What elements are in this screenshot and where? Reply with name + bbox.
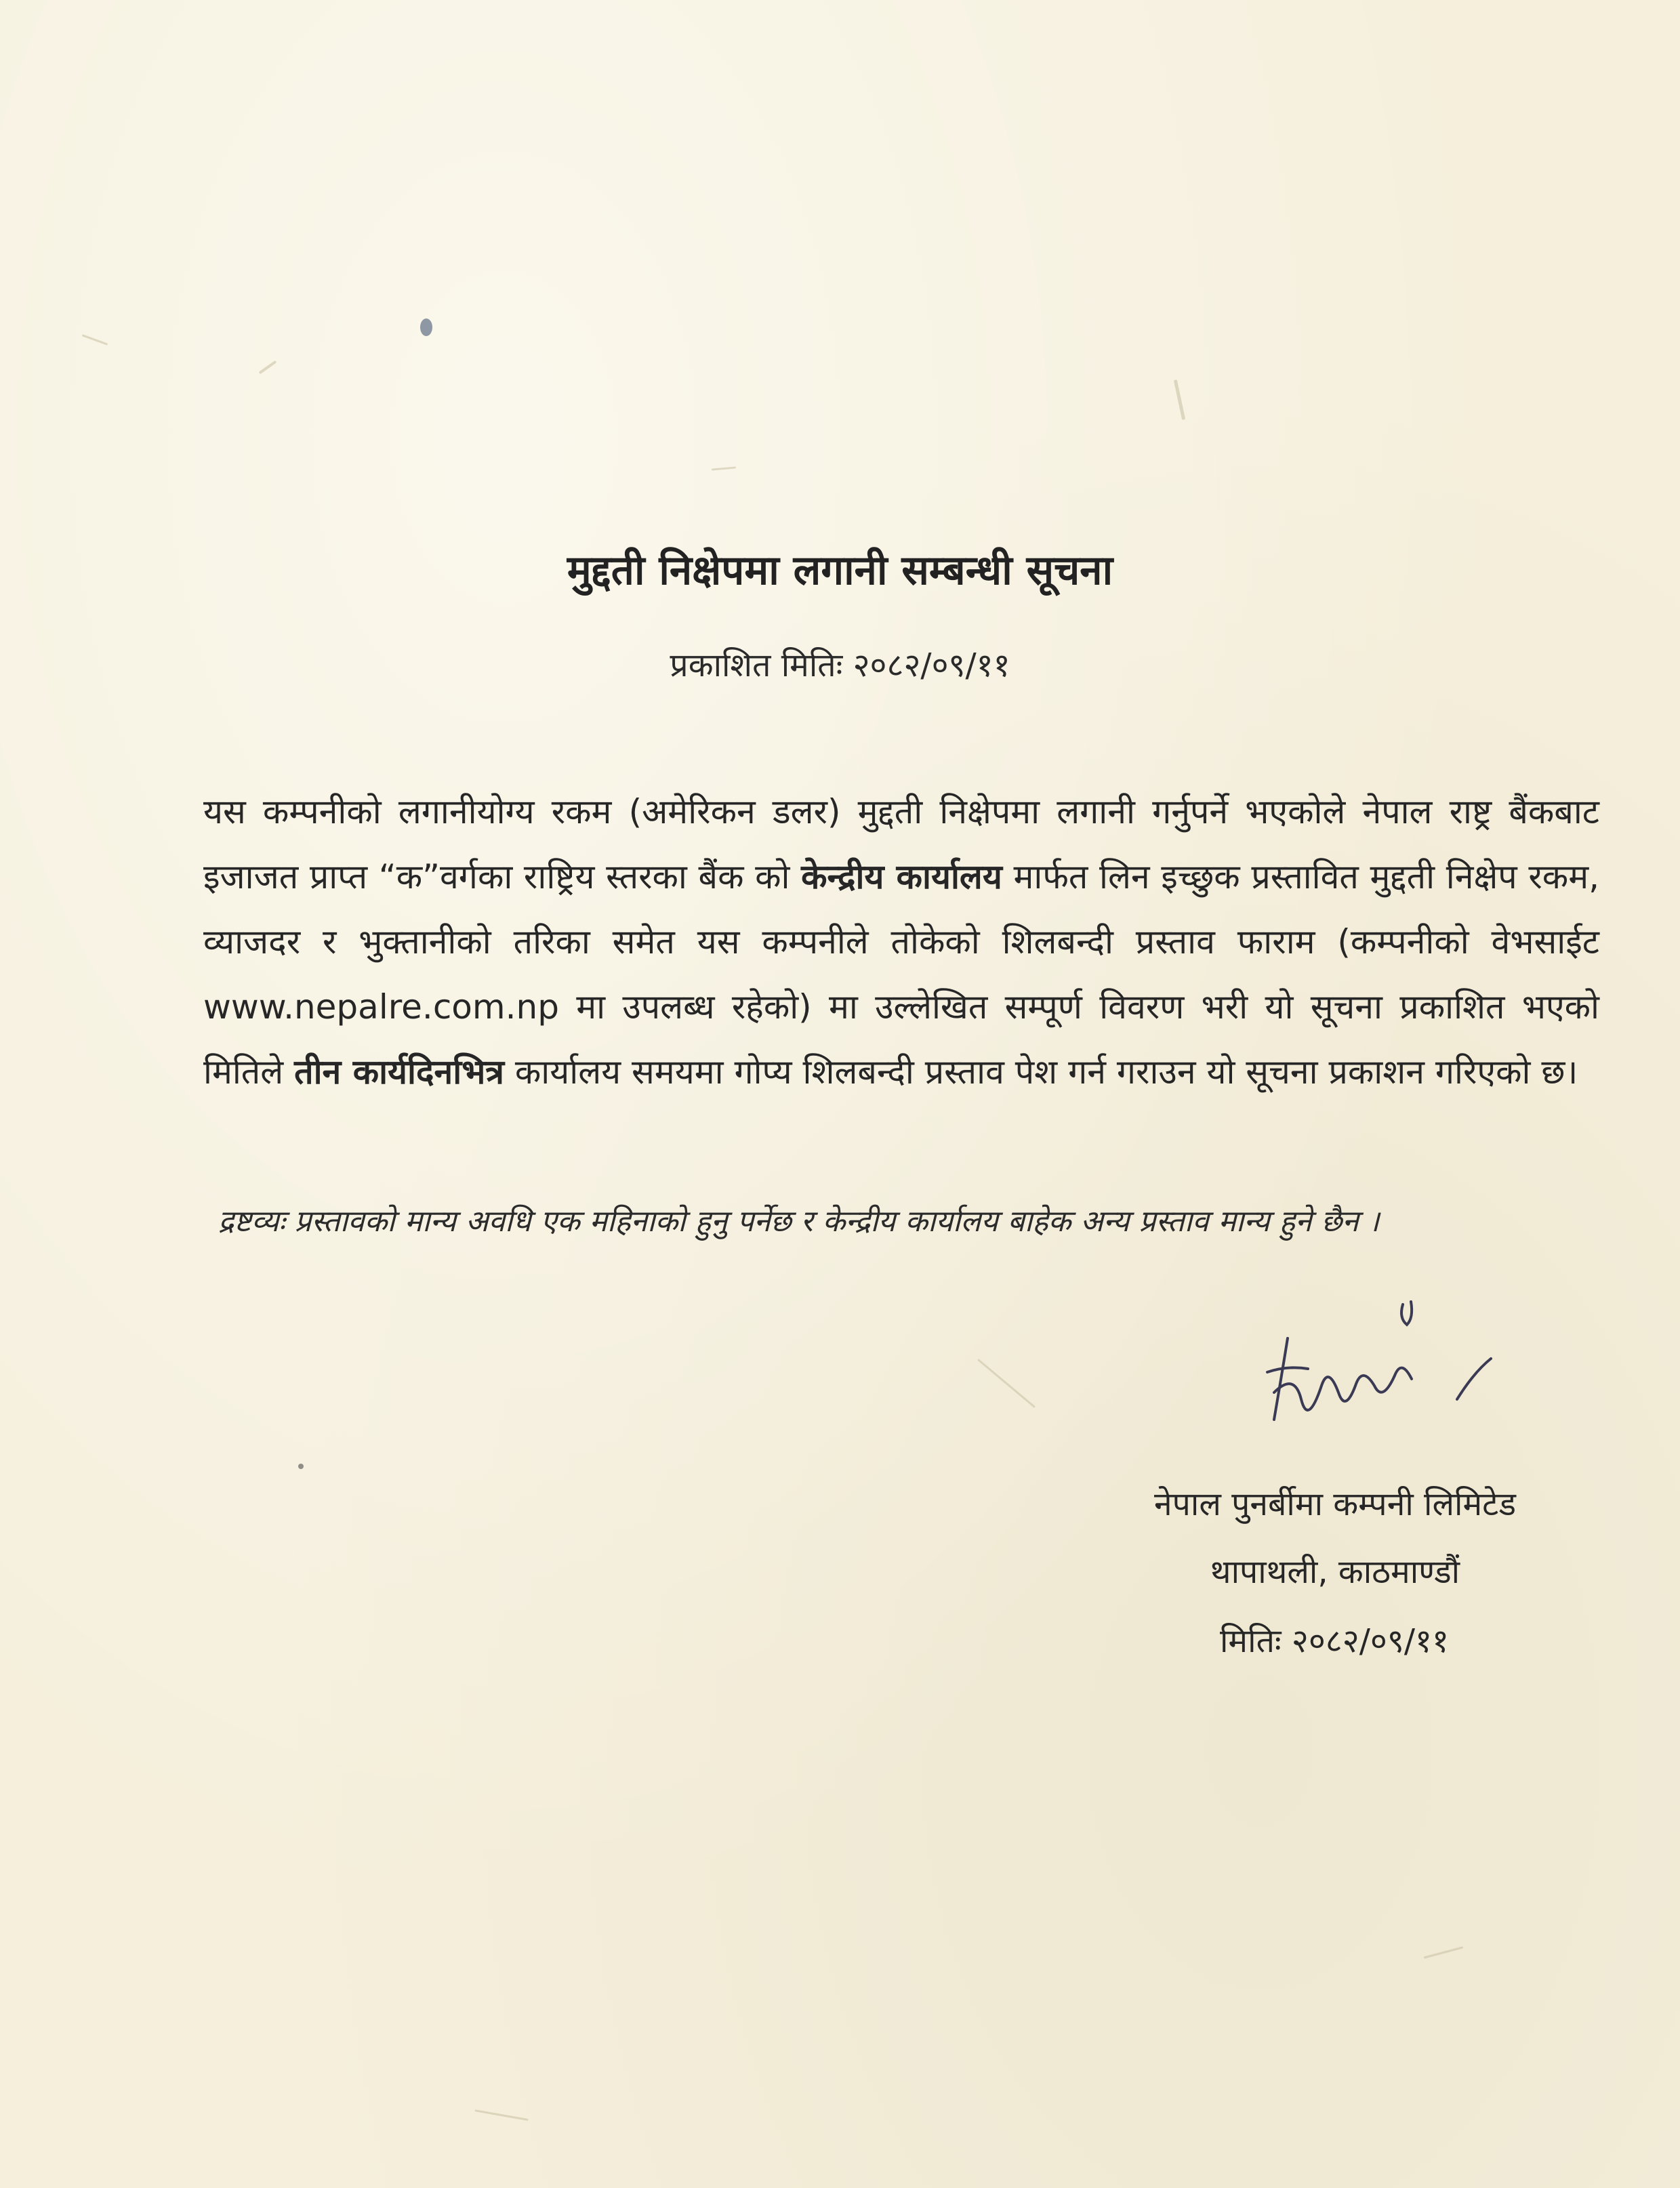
paper-fiber bbox=[977, 1359, 1036, 1408]
signature-image bbox=[1261, 1298, 1504, 1447]
paper-fiber bbox=[1424, 1946, 1464, 1958]
paper-speck bbox=[420, 318, 432, 336]
company-address: थापाथली, काठमाण्डौं bbox=[1210, 1553, 1460, 1591]
paper-fiber bbox=[82, 334, 108, 345]
paper-fiber bbox=[1174, 379, 1185, 420]
body-text-part: यस कम्पनीको लगानीयोग्य रकम (अमेरिकन डलर) मुद्दती निक्षेपमा लगानी गर्नुपर्ने भएकोले नेपाल राष्ट्र बैंकबाट इजाजत प्राप्त “क”वर्गका राष्ट्रिय स्तरका बैंक को bbox=[203, 792, 1599, 896]
signatory-block bbox=[1057, 1470, 1613, 1606]
company-name: नेपाल पुनर्बीमा कम्पनी लिमिटेड bbox=[1153, 1485, 1517, 1523]
notice-note: द्रष्टव्यः प्रस्तावको मान्य अवधि एक महिनाको हुनु पर्नेछ र केन्द्रीय कार्यालय बाहेक अन्य प्रस्ताव मान्य हुने छैन । bbox=[218, 1204, 1380, 1239]
paper-fiber bbox=[474, 2109, 528, 2121]
published-date: प्रकाशित मितिः २०८२/०९/११ bbox=[670, 646, 1010, 684]
signature-date: मितिः २०८२/०९/११ bbox=[1220, 1622, 1449, 1660]
paper-fiber bbox=[259, 360, 277, 374]
notice-title: मुद्दती निक्षेपमा लगानी सम्बन्धी सूचना bbox=[567, 547, 1113, 594]
paper-fiber bbox=[712, 466, 736, 470]
body-text-part: कार्यालय समयमा गोप्य शिलबन्दी प्रस्ताव पेश गर्न गराउन यो सूचना प्रकाशन गरिएको छ। bbox=[504, 1052, 1578, 1092]
notice-body bbox=[203, 779, 1599, 1105]
paper-fiber bbox=[298, 1464, 304, 1469]
body-text-part: मार्फत लिन इच्छुक प्रस्तावित मुद्दती निक्षेप रकम, व्याजदर र भुक्तानीको तरिका समेत यस कम्पनीले तोकेको शिलबन्दी प्रस्ताव फाराम (कम्पनीको वेभसाईट www.nepalre.com.np मा उपलब्ध रहेको) मा उल्लेखित सम्पूर्ण विवरण भरी यो सूचना प्रकाशित भएको मितिले bbox=[203, 857, 1599, 1092]
body-bold-deadline: तीन कार्यदिनभित्र bbox=[294, 1052, 505, 1092]
body-bold-central-office: केन्द्रीय कार्यालय bbox=[801, 857, 1002, 896]
